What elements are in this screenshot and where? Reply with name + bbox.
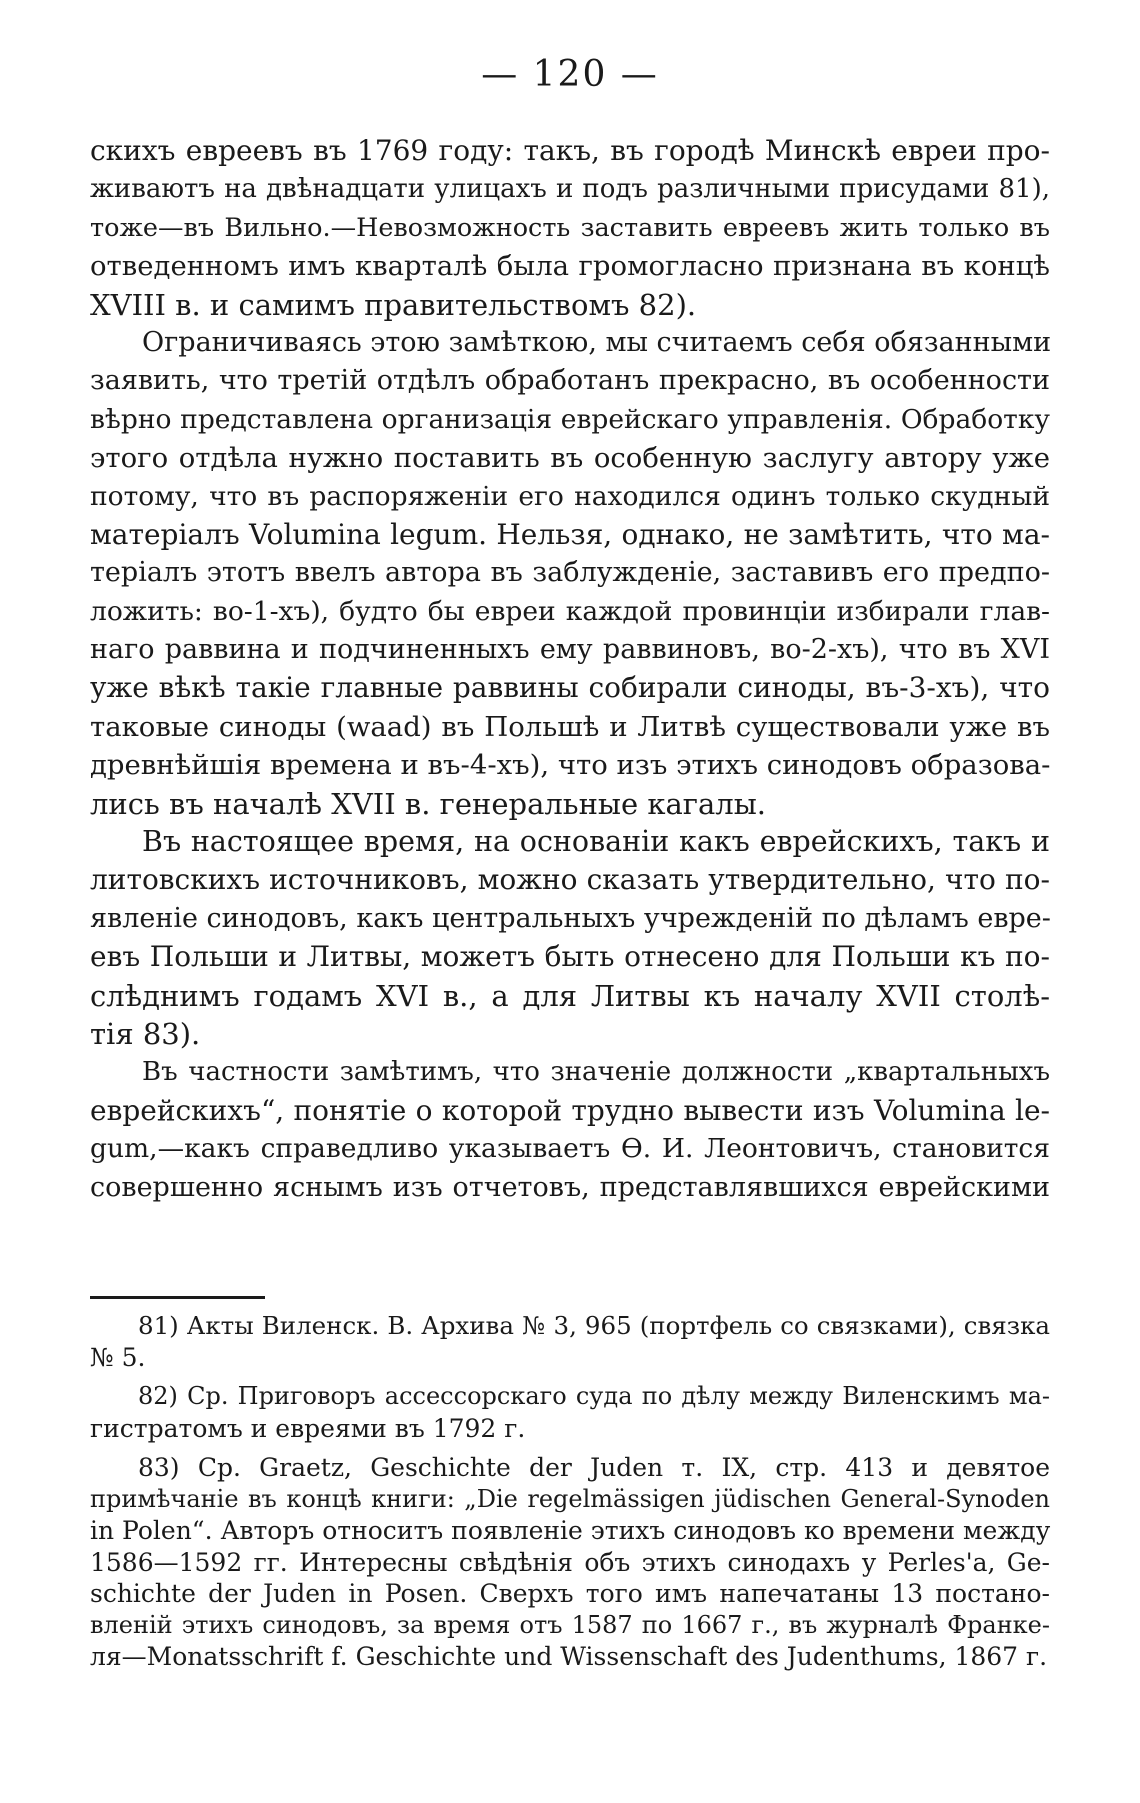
page-number-header: — 120 — [481,54,659,95]
text-line: наго раввина и подчиненныхъ ему раввиновъ, во-2-хъ), что въ XVI [90,634,1050,666]
text-line: тоже—въ Вильно.—Невозможность заставить евреевъ жить только въ [90,212,1050,243]
text-line: Ограничиваясь этою замѣткою, мы считаемъ себя обязанными [142,326,1052,358]
paragraph [90,132,1050,324]
text-line: древнѣйшія времена и въ-4-хъ), что изъ этихъ синодовъ образова- [90,749,1051,782]
footnote-line: вленій этихъ синодовъ, за время отъ 1587 по 1667 г., въ журналѣ Франке- [90,1610,1050,1639]
paragraph [90,1053,1050,1207]
text-line: потому, что въ распоряженіи его находился одинъ только скудный [90,480,1050,512]
text-line: живаютъ на двѣнадцати улицахъ и подъ различными присудами 81), [90,174,1050,205]
text-line: явленіе синодовъ, какъ центральныхъ учрежденій по дѣламъ евре- [90,902,1051,934]
text-line: уже вѣкѣ такіе главные раввины собирали синоды, въ-3-хъ), что [90,671,1050,705]
text-line: таковые синоды (waad) въ Польшѣ и Литвѣ существовали уже въ [90,710,1050,743]
text-line: этого отдѣла нужно поставить въ особенную заслугу автору уже [90,442,1050,475]
text-line: матеріалъ Volumina legum. Нельзя, однако, не замѣтить, что ма- [90,517,1050,551]
main-text [90,132,1050,1207]
footnote-line: примѣчаніе въ концѣ книги: „Die regelmässigen jüdischen General-Synoden [90,1484,1050,1513]
footnote [90,1310,1050,1373]
footnote-line: in Polen“. Авторъ относитъ появленіе этихъ синодовъ ко времени между [90,1516,1051,1545]
footnote-line: ля—Monatsschrift f. Geschichte und Wissenschaft des Judenthums, 1867 г. [90,1642,1048,1671]
text-line: Въ частности замѣтимъ, что значеніе должности „квартальныхъ [142,1057,1050,1088]
footnote-line: гистратомъ и евреями въ 1792 г. [90,1413,526,1443]
footnote-line: schichte der Juden in Posen. Сверхъ того имъ напечатаны 13 постано- [90,1579,1050,1608]
paragraph [90,823,1050,1053]
text-line: gum,—какъ справедливо указываетъ Ѳ. И. Леонтовичъ, становится [90,1133,1050,1165]
text-line: XVIII в. и самимъ правительствомъ 82). [90,287,697,322]
footnotes [90,1310,1050,1673]
text-line: литовскихъ источниковъ, можно сказать утвердительно, что по- [90,863,1050,897]
text-line: отведенномъ имъ кварталѣ была громогласно признана въ концѣ [90,250,1050,283]
footnote [90,1452,1050,1673]
text-line: еврейскихъ“, понятіе о которой трудно вывести изъ Volumina le- [90,1093,1050,1127]
text-line: лись въ началѣ XVII в. генеральные кагалы. [90,786,767,821]
text-line: теріалъ этотъ ввелъ автора въ заблужденіе, заставивъ его предпо- [90,557,1050,589]
footnote-line: 83) Ср. Graetz, Geschichte der Juden т. IX, стр. 413 и девятое [138,1453,1050,1482]
text-line: евъ Польши и Литвы, можетъ быть отнесено для Польши къ по- [90,940,1050,974]
text-line: слѣднимъ годамъ XVI в., а для Литвы къ началу XVII столѣ- [90,978,1050,1013]
text-line: тія 83). [90,1016,201,1051]
text-line: заявить, что третій отдѣлъ обработанъ прекрасно, въ особенности [90,365,1050,397]
text-line: скихъ евреевъ въ 1769 году: такъ, въ городѣ Минскѣ евреи про- [90,134,1050,167]
text-line: ложить: во-1-хъ), будто бы евреи каждой провинціи избирали глав- [90,595,1050,627]
footnote-line: № 5. [90,1342,146,1372]
paragraph [90,324,1050,823]
footnote-line: 1586—1592 гг. Интересны свѣдѣнія объ этихъ синодахъ у Perles'a, Ge- [90,1547,1050,1577]
text-line: Въ настоящее время, на основаніи какъ еврейскихъ, такъ и [142,825,1050,859]
footnote-separator [90,1296,265,1299]
footnote [90,1381,1050,1444]
footnote-line: 81) Акты Виленск. В. Архива № 3, 965 (портфель со связками), связка [138,1311,1050,1340]
footnote-line: 82) Ср. Приговоръ ассессорскаго суда по дѣлу между Виленскимъ ма- [138,1382,1050,1410]
text-line: вѣрно представлена организація еврейскаго управленія. Обработку [90,403,1050,435]
text-line: совершенно яснымъ изъ отчетовъ, представлявшихся еврейскими [90,1171,1050,1203]
